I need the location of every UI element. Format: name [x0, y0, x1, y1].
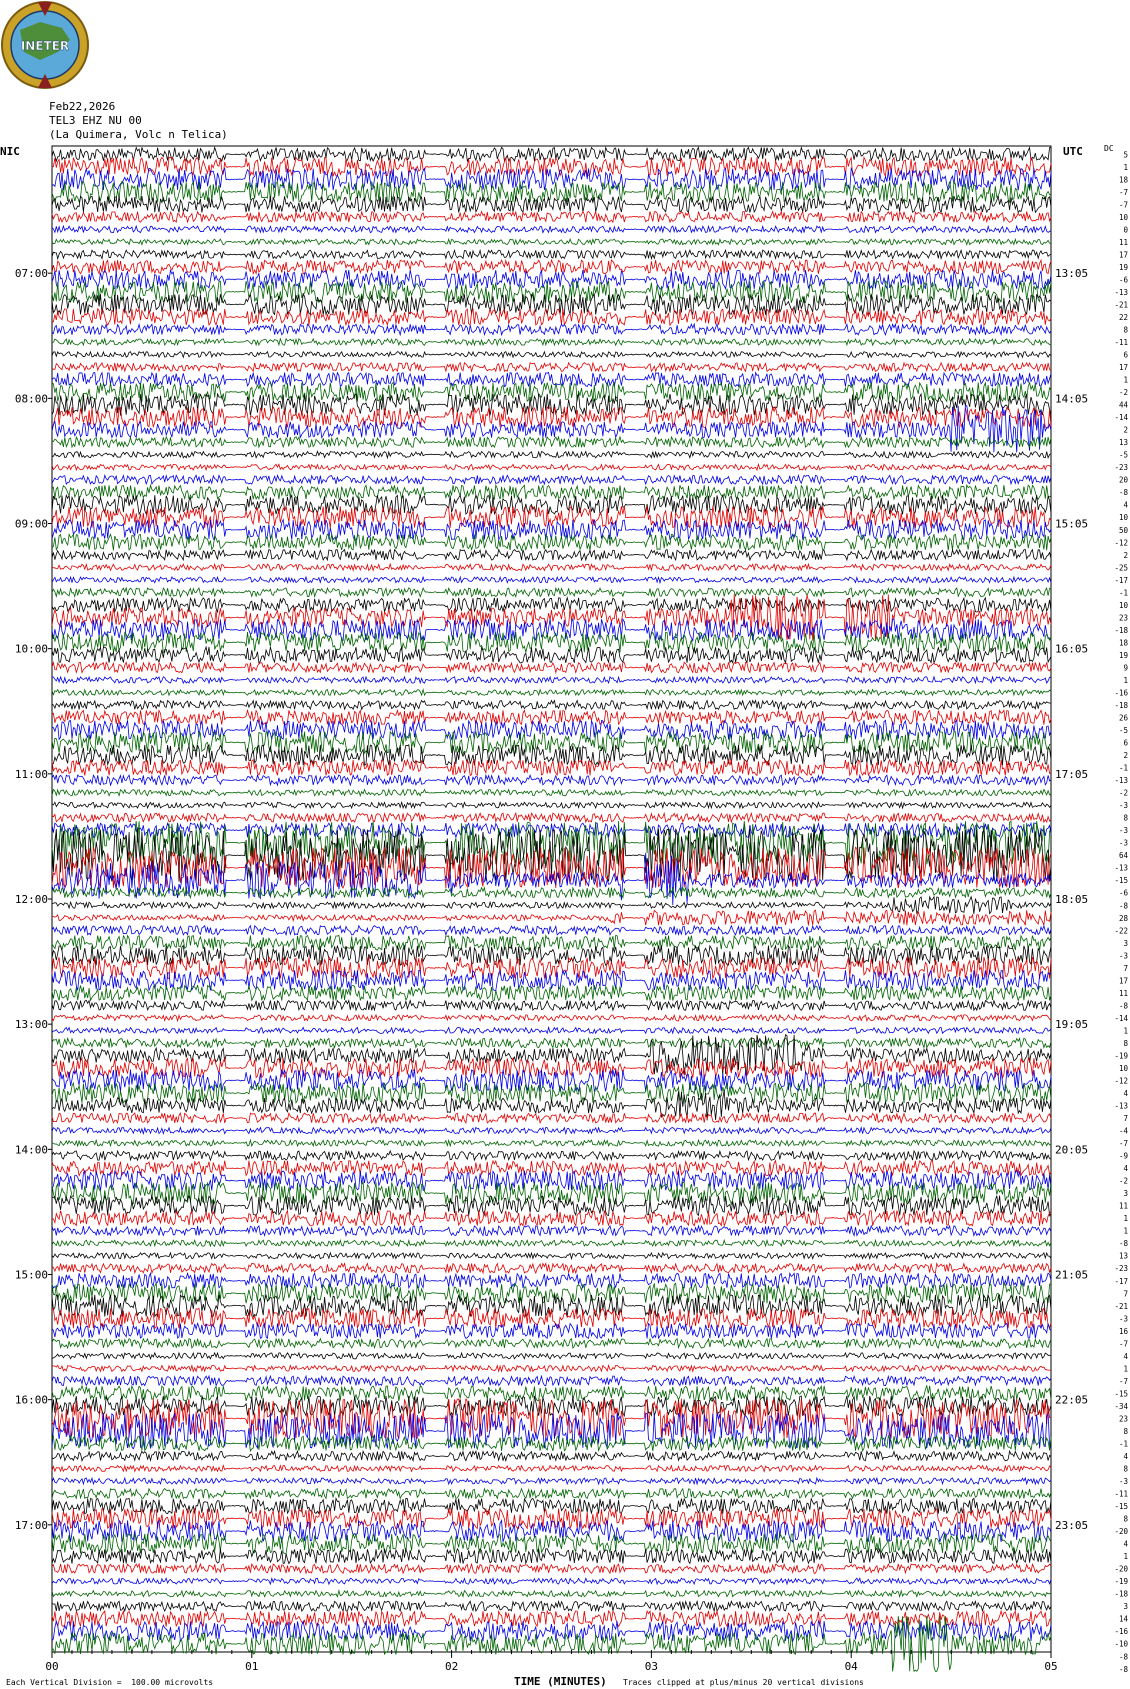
left-hour-label: 17:00: [14, 1518, 48, 1532]
trace-row: [52, 701, 1051, 710]
dc-offset-value: 2: [1123, 751, 1128, 761]
dc-offset-value: -8: [1118, 1239, 1128, 1249]
dc-offset-value: 4: [1123, 1451, 1128, 1461]
dc-offset-value: -1: [1118, 1439, 1128, 1449]
dc-offset-value: -23: [1114, 463, 1128, 473]
dc-offset-value: 2: [1123, 425, 1128, 435]
trace-row: [52, 802, 1051, 808]
dc-offset-value: -2: [1118, 388, 1128, 398]
left-hour-label: 14:00: [14, 1143, 48, 1157]
trace-row: [52, 1591, 1051, 1597]
dc-offset-value: 1: [1123, 1364, 1128, 1374]
trace-row: [52, 1161, 1051, 1176]
dc-offset-value: 18: [1118, 175, 1128, 185]
dc-offset-value: -18: [1114, 1589, 1128, 1599]
trace-row: [52, 1273, 1051, 1288]
dc-offset-value: 5: [1123, 150, 1128, 160]
trace-row: [52, 451, 1051, 457]
dc-offset-value: 8: [1123, 1464, 1128, 1474]
trace-row: [52, 394, 1051, 416]
trace-row: [52, 690, 1051, 696]
dc-offset-value: -14: [1114, 1013, 1128, 1023]
trace-row: [52, 1339, 1051, 1349]
dc-offset-value: 28: [1118, 913, 1128, 923]
dc-offset-value: 8: [1123, 1514, 1128, 1524]
trace-row: [52, 363, 1051, 372]
trace-row: [52, 1489, 1051, 1499]
dc-offset-value: 64: [1118, 851, 1128, 861]
dc-offset-value: -21: [1114, 1301, 1128, 1311]
dc-offset-value: -1: [1118, 763, 1128, 773]
x-tick-label: 03: [644, 1660, 659, 1673]
station-code: TEL3 EHZ NU 00: [49, 114, 142, 127]
dc-offset-value: 1: [1123, 1226, 1128, 1236]
dc-offset-value: -7: [1118, 1339, 1128, 1349]
trace-row: [52, 352, 1051, 358]
dc-offset-value: 7: [1123, 963, 1128, 973]
dc-offset-value: 19: [1118, 650, 1128, 660]
dc-offset-value: 11: [1118, 1201, 1128, 1211]
dc-offset-value: -7: [1118, 1376, 1128, 1386]
dc-offset-value: 13: [1118, 438, 1128, 448]
dc-offset-value: -8: [1118, 1001, 1128, 1011]
dc-offset-value: -15: [1114, 1389, 1128, 1399]
right-hour-label: 16:05: [1055, 642, 1089, 656]
dc-offset-value: 4: [1123, 1089, 1128, 1099]
x-tick-label: 01: [245, 1660, 259, 1673]
trace-row: [52, 1323, 1051, 1338]
trace-row: [52, 1413, 1051, 1449]
dc-offset-value: -17: [1114, 575, 1128, 585]
trace-row: [52, 1015, 1051, 1021]
dc-offset-value: 1: [1123, 675, 1128, 685]
left-hour-label: 15:00: [14, 1268, 48, 1282]
trace-row: [52, 577, 1051, 583]
dc-offset-value: -7: [1118, 187, 1128, 197]
trace-row: [52, 647, 1051, 663]
dc-offset-value: -25: [1114, 563, 1128, 573]
dc-offset-value: -8: [1118, 488, 1128, 498]
dc-offset-value: 7: [1123, 1114, 1128, 1124]
trace-row: [52, 1451, 1051, 1461]
trace-row: [52, 1353, 1051, 1359]
dc-offset-value: 1: [1123, 162, 1128, 172]
dc-offset-value: 8: [1123, 1426, 1128, 1436]
dc-offset-value: 1: [1123, 1552, 1128, 1562]
right-hour-label: 13:05: [1055, 267, 1089, 281]
trace-row: [52, 1601, 1051, 1611]
left-hour-label: 12:00: [14, 893, 48, 906]
trace-row: [52, 1171, 1051, 1191]
trace-row: [52, 147, 1051, 161]
trace-row: [52, 1564, 1051, 1573]
dc-offset-value: -13: [1114, 776, 1128, 786]
dc-offset-value: -3: [1118, 826, 1128, 836]
dc-offset-value: 1: [1123, 1026, 1128, 1036]
dc-offset-value: 6: [1123, 738, 1128, 748]
trace-row: [52, 1520, 1051, 1542]
dc-offset-value: -21: [1114, 300, 1128, 310]
dc-offset-value: 50: [1118, 525, 1128, 535]
trace-row: [52, 677, 1051, 683]
trace-row: [52, 1365, 1051, 1371]
trace-row: [52, 1058, 1051, 1078]
dc-offset-value: 0: [1123, 225, 1128, 235]
dc-offset-value: -9: [1118, 1151, 1128, 1161]
trace-row: [52, 897, 1051, 914]
plot-frame: [52, 146, 1051, 1652]
trace-row: [52, 662, 1051, 672]
trace-row: [52, 813, 1051, 822]
dc-offset-value: -3: [1118, 801, 1128, 811]
dc-offset-value: 10: [1118, 513, 1128, 523]
dc-offset-value: 20: [1118, 475, 1128, 485]
dc-offset-value: 3: [1123, 1189, 1128, 1199]
dc-offset-value: 13: [1118, 1251, 1128, 1261]
trace-row: [52, 196, 1051, 213]
dc-offset-value: -18: [1114, 700, 1128, 710]
dc-offset-value: -20: [1114, 1527, 1128, 1537]
traces-group: [52, 147, 1051, 1671]
dc-offset-value: -3: [1118, 951, 1128, 961]
dc-offset-value: -11: [1114, 1489, 1128, 1499]
logo-text: INETER: [20, 39, 70, 53]
left-hour-label: 10:00: [14, 642, 48, 656]
dc-offset-value: 10: [1118, 212, 1128, 222]
left-timezone-label: NIC: [0, 145, 20, 158]
station-location: (La Quimera, Volc n Telica): [49, 128, 228, 141]
dc-offset-value: 7: [1123, 1289, 1128, 1299]
right-hour-label: 21:05: [1055, 1268, 1089, 1282]
dc-offset-value: 9: [1123, 663, 1128, 673]
trace-row: [52, 239, 1051, 245]
x-tick-label: 04: [844, 1660, 858, 1673]
right-hour-label: 17:05: [1055, 767, 1089, 781]
dc-offset-value: 1: [1123, 1214, 1128, 1224]
dc-offset-value: -14: [1114, 413, 1128, 423]
trace-row: [52, 475, 1051, 484]
trace-row: [52, 211, 1051, 222]
trace-row: [52, 946, 1051, 966]
dc-offset-value: 8: [1123, 325, 1128, 335]
left-hour-label: 16:00: [14, 1393, 48, 1407]
dc-offset-value: 23: [1118, 613, 1128, 623]
dc-offset-value: 11: [1118, 237, 1128, 247]
trace-row: [52, 464, 1051, 470]
trace-row: [52, 1264, 1051, 1274]
dc-offset-value: -7: [1118, 200, 1128, 210]
dc-offset-value: 4: [1123, 1351, 1128, 1361]
trace-row: [52, 1211, 1051, 1226]
x-tick-label: 02: [444, 1660, 459, 1673]
dc-offset-value: -5: [1118, 726, 1128, 736]
dc-offset-value: 17: [1118, 363, 1128, 373]
trace-row: [52, 1038, 1051, 1047]
trace-row: [52, 1000, 1051, 1010]
dc-offset-value: -16: [1114, 688, 1128, 698]
dc-offset-value: -4: [1118, 1126, 1128, 1136]
trace-row: [52, 324, 1051, 335]
dc-offset-value: -1: [1118, 588, 1128, 598]
dc-offset-value: 22: [1118, 312, 1128, 322]
trace-row: [52, 926, 1051, 935]
trace-row: [52, 888, 1051, 898]
dc-offset-value: -6: [1118, 275, 1128, 285]
dc-offset-value: -17: [1114, 1276, 1128, 1286]
scale-note: Each Vertical Division = 100.00 microvolts: [6, 1678, 214, 1687]
trace-row: [52, 1549, 1051, 1564]
trace-row: [52, 1578, 1051, 1584]
dc-offset-value: -6: [1118, 888, 1128, 898]
dc-offset-value: -5: [1118, 450, 1128, 460]
trace-row: [52, 1376, 1051, 1386]
dc-offset-value: -16: [1114, 1627, 1128, 1637]
dc-offset-value: -2: [1118, 788, 1128, 798]
right-hour-label: 20:05: [1055, 1143, 1089, 1157]
trace-row: [52, 732, 1051, 754]
dc-offset-value: 3: [1123, 1602, 1128, 1612]
dc-offset-value: -13: [1114, 1101, 1128, 1111]
dc-offset-value: 4: [1123, 1539, 1128, 1549]
left-hour-label: 07:00: [14, 267, 48, 281]
left-hour-label: 11:00: [14, 767, 48, 781]
dc-offset-value: -13: [1114, 863, 1128, 873]
trace-row: [52, 910, 1051, 925]
dc-offset-value: -20: [1114, 1564, 1128, 1574]
trace-row: [52, 226, 1051, 233]
trace-row: [52, 1028, 1051, 1034]
dc-offset-value: 3: [1123, 938, 1128, 948]
trace-row: [52, 1498, 1051, 1514]
trace-row: [52, 1478, 1051, 1484]
dc-offset-value: 1: [1123, 375, 1128, 385]
trace-row: [52, 775, 1051, 785]
right-hour-label: 22:05: [1055, 1393, 1089, 1407]
dc-offset-value: -3: [1118, 1477, 1128, 1487]
clip-note: Traces clipped at plus/minus 20 vertical divisions: [623, 1678, 864, 1687]
dc-offset-value: 23: [1118, 1414, 1128, 1424]
trace-row: [52, 157, 1051, 176]
dc-offset-value: -3: [1118, 838, 1128, 848]
x-tick-label: 00: [45, 1660, 59, 1673]
x-axis-title: TIME (MINUTES): [514, 1675, 607, 1688]
dc-offset-value: 8: [1123, 1038, 1128, 1048]
dc-offset-value: -19: [1114, 1051, 1128, 1061]
trace-row: [52, 957, 1051, 979]
dc-offset-value: -2: [1118, 1176, 1128, 1186]
left-hour-label: 08:00: [14, 392, 48, 406]
trace-row: [52, 588, 1051, 597]
dc-offset-value: -23: [1114, 1264, 1128, 1274]
trace-row: [52, 437, 1051, 448]
dc-offset-value: 44: [1118, 400, 1128, 410]
right-hour-label: 19:05: [1055, 1018, 1089, 1032]
dc-offset-value: -15: [1114, 1502, 1128, 1512]
trace-row: [52, 1151, 1051, 1160]
right-hour-label: 14:05: [1055, 392, 1089, 406]
trace-row: [52, 1226, 1051, 1236]
dc-header-label: DC: [1104, 144, 1114, 153]
dc-offset-value: -34: [1114, 1401, 1128, 1411]
dc-offset-value: 4: [1123, 1164, 1128, 1174]
trace-row: [52, 550, 1051, 560]
trace-row: [52, 339, 1051, 346]
dc-offset-value: 16: [1118, 1326, 1128, 1336]
trace-row: [52, 250, 1051, 258]
dc-offset-value: -18: [1114, 625, 1128, 635]
trace-row: [52, 1253, 1051, 1259]
right-timezone-label: UTC: [1063, 145, 1083, 158]
dc-offset-value: 14: [1118, 1614, 1128, 1624]
dc-offset-value: 2: [1123, 550, 1128, 560]
dc-offset-value: 8: [1123, 813, 1128, 823]
dc-offset-value: -8: [1118, 1652, 1128, 1662]
trace-row: [52, 1113, 1051, 1123]
dc-offset-value: -3: [1118, 1314, 1128, 1324]
trace-row: [52, 790, 1051, 796]
dc-offset-value: -11: [1114, 338, 1128, 348]
dc-offset-value: -19: [1114, 1577, 1128, 1587]
dc-offset-value: 18: [1118, 638, 1128, 648]
trace-row: [52, 495, 1051, 514]
right-hour-label: 23:05: [1055, 1518, 1089, 1532]
dc-offset-value: -15: [1114, 876, 1128, 886]
dc-offset-value: 10: [1118, 600, 1128, 610]
dc-offset-value: 19: [1118, 262, 1128, 272]
dc-offset-value: 17: [1118, 250, 1128, 260]
dc-offset-value: 6: [1123, 350, 1128, 360]
trace-row: [52, 1466, 1051, 1472]
dc-offset-value: -22: [1114, 926, 1128, 936]
x-tick-label: 05: [1044, 1660, 1058, 1673]
dc-offset-value: 10: [1118, 1063, 1128, 1073]
dc-offset-value: -10: [1114, 1639, 1128, 1649]
dc-offset-value: 17: [1118, 976, 1128, 986]
trace-row: [52, 935, 1051, 950]
trace-row: [52, 485, 1051, 499]
dc-offset-value: -13: [1114, 287, 1128, 297]
dc-offset-value: -8: [1118, 901, 1128, 911]
trace-row: [52, 260, 1051, 274]
dc-offset-value: -12: [1114, 1076, 1128, 1086]
left-hour-label: 09:00: [14, 517, 48, 531]
dc-offset-value: 11: [1118, 988, 1128, 998]
dc-offset-value: -12: [1114, 538, 1128, 548]
dc-offset-value: -7: [1118, 1139, 1128, 1149]
right-hour-label: 18:05: [1055, 893, 1089, 906]
right-hour-label: 15:05: [1055, 517, 1089, 531]
dc-offset-value: -8: [1118, 1664, 1128, 1674]
trace-row: [52, 1128, 1051, 1134]
dc-offset-value: 26: [1118, 713, 1128, 723]
trace-row: [52, 1140, 1051, 1146]
left-hour-label: 13:00: [14, 1018, 48, 1032]
trace-row: [52, 1240, 1051, 1246]
dc-offset-value: 4: [1123, 500, 1128, 510]
record-date: Feb22,2026: [49, 100, 116, 113]
trace-row: [52, 564, 1051, 570]
